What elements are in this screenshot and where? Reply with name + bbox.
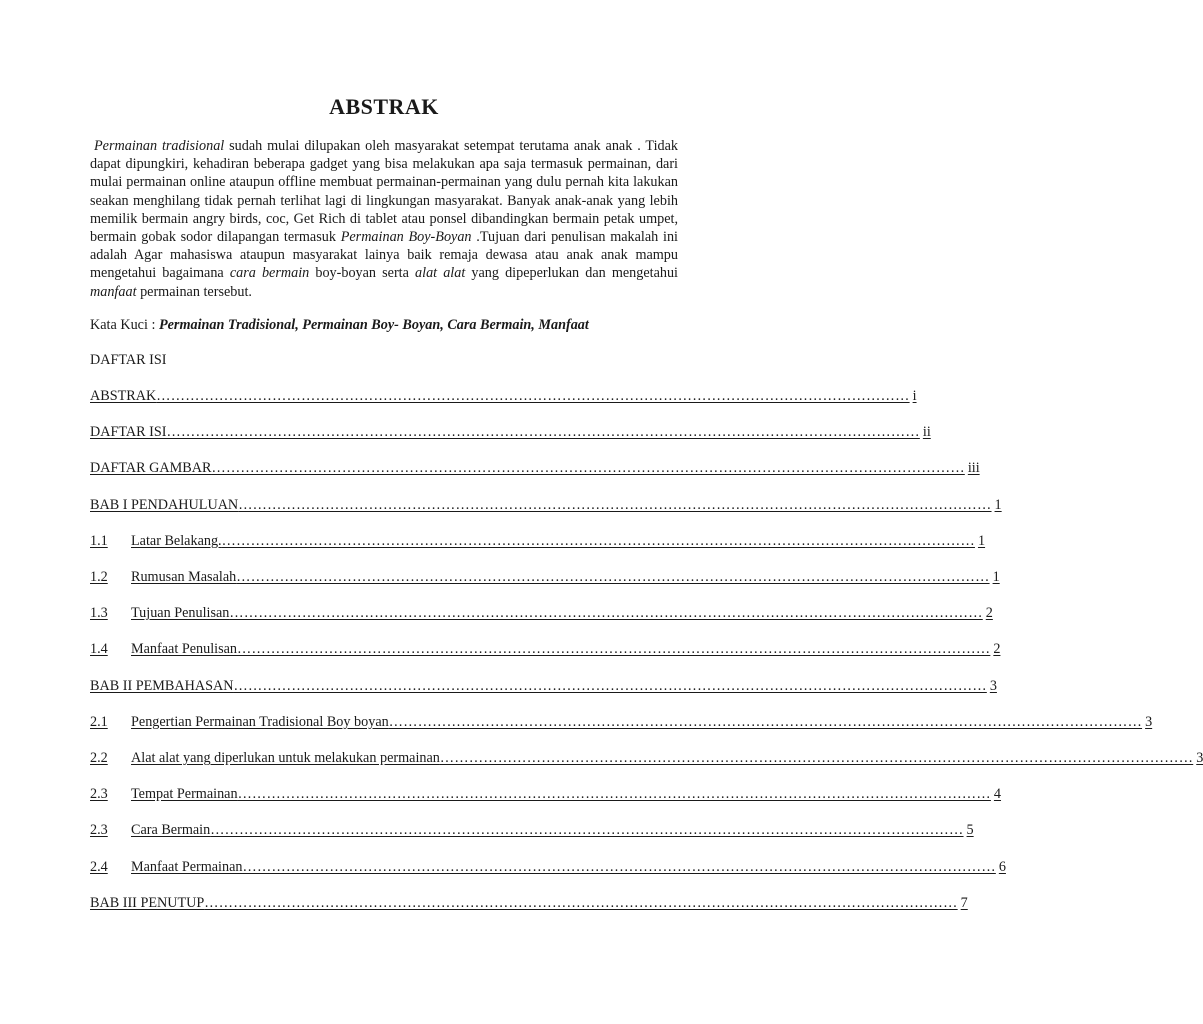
toc-entry-label: Latar Belakang. (131, 532, 222, 549)
toc-entry-label: Manfaat Permainan (131, 858, 243, 875)
abstract-paragraph (90, 137, 678, 301)
toc-entry-label: Alat alat yang diperlukan untuk melakukan permainan (131, 750, 440, 766)
toc-entry[interactable] (90, 750, 1203, 768)
toc-entry-page: ii (922, 424, 931, 441)
abstract-text-1: sudah mulai dilupakan oleh masyarakat setempat terutama anak anak . Tidak dapat dipungkiri, kehadiran beberapa gadget yang bisa melakukan apa saja termasuk permainan, dari mulai permainan online ataupun offline membuat permainan-permainan yang dulu pernah kita lakukan seakan menghilang tidak pernah terlihat lagi di lingkungan masyarakat. Banyak anak-anak yang lebih memilik bermain angry birds, coc, Get Rich di tablet atau ponsel dibandingkan bermain petak umpet, bermain gobak sodor dilapangan termasuk (90, 138, 678, 246)
toc-entry-page: 2 (993, 641, 1001, 658)
toc-entry[interactable] (90, 858, 1006, 877)
toc-entry[interactable] (90, 786, 1002, 804)
toc-entry-number: 2.1 (90, 713, 108, 730)
keywords-line (90, 317, 690, 334)
abstract-text-2: .Tujuan dari penulisan makalah ini adalah Agar mahasiswa ataupun masyarakat lainya baik remaja dewasa atau anak anak mampu mengetahui bagaimana (90, 229, 678, 282)
toc-entry-label: Manfaat Penulisan (131, 641, 237, 658)
abstract-italic-2: Permainan Boy-Boyan (340, 229, 472, 246)
toc-entry-number: 2.2 (90, 750, 108, 766)
toc-entry[interactable] (90, 569, 1000, 587)
toc-entry-label: BAB I PENDAHULUAN (90, 496, 239, 513)
toc-entry-page: 5 (966, 822, 974, 839)
toc-entry-label: Cara Bermain (131, 822, 211, 839)
keywords-value: Permainan Tradisional, Permainan Boy- Boyan, Cara Bermain, Manfaat (158, 317, 589, 333)
toc-entry-page: 6 (998, 858, 1006, 875)
keywords-label: Kata Kuci : (90, 317, 159, 333)
toc-entry[interactable] (90, 605, 993, 623)
toc-entry[interactable] (90, 532, 986, 551)
toc-entry-number: 2.3 (90, 822, 108, 839)
toc-dot-leader: ………………………………………………………………………………………………………………………………………… (439, 750, 1194, 766)
toc-entry-number: 1.1 (90, 532, 108, 549)
toc-dot-leader: ………………………………………………………………………………………………………………………………………… (204, 894, 958, 911)
toc-entry-label: Rumusan Masalah (131, 569, 237, 585)
toc-entry[interactable] (90, 713, 1153, 732)
toc-dot-leader: ………………………………………………………………………………………………………………………………………… (236, 569, 990, 585)
abstract-text-3: boy-boyan serta (309, 265, 416, 282)
toc-heading: DAFTAR ISI (90, 352, 167, 368)
toc-entry[interactable] (90, 822, 974, 840)
abstract-text-5: permainan tersebut. (136, 283, 252, 300)
toc-entry-number: 1.2 (90, 569, 108, 585)
toc-dot-leader: ………………………………………………………………………………………………………………………………………… (166, 424, 920, 441)
toc-entry-number: 2.3 (90, 786, 108, 803)
toc-entry-page: 3 (1145, 713, 1153, 730)
toc-dot-leader: ………………………………………………………………………………………………………………………………………… (233, 677, 987, 694)
toc-dot-leader: ………………………………………………………………………………………………………………………………………… (156, 388, 910, 404)
toc-entry-page: 3 (989, 677, 997, 694)
toc-entry-page: 7 (960, 894, 968, 911)
toc-dot-leader: ………………………………………………………………………………………………………………………………………… (388, 713, 1143, 730)
toc-dot-leader: ………………………………………………………………………………………………………………………………………… (238, 496, 992, 513)
toc-entry-page: 4 (993, 786, 1002, 803)
abstract-italic-5: manfaat (90, 283, 137, 300)
toc-entry-label: DAFTAR GAMBAR (90, 460, 212, 477)
toc-dot-leader: ………………………………………………………………………………………………………………………………………… (210, 822, 964, 839)
toc-entry[interactable] (90, 677, 997, 696)
toc-entry[interactable] (90, 424, 931, 442)
toc-dot-leader: ………………………………………………………………………………………………………………………………………… (237, 786, 991, 803)
toc-entry-label: BAB II PEMBAHASAN (90, 677, 234, 694)
toc-entry-label: DAFTAR ISI (90, 424, 167, 441)
abstract-italic-3: cara bermain (229, 265, 310, 282)
toc-entry-label: Pengertian Permainan Tradisional Boy boyan (131, 713, 389, 730)
toc-entry-page: iii (967, 460, 980, 477)
toc-entry-page: 2 (985, 605, 993, 622)
toc-entry-label: ABSTRAK (90, 388, 157, 404)
toc-entry[interactable] (90, 388, 917, 406)
toc-entry-label: Tujuan Penulisan (131, 605, 230, 622)
abstract-text-4: yang dipeperlukan dan mengetahui (465, 265, 679, 282)
abstract-italic-4: alat alat (415, 265, 466, 282)
toc-dot-leader: ………………………………………………………………………………………………………………………………………… (221, 532, 975, 549)
toc-dot-leader: ………………………………………………………………………………………………………………………………………… (229, 605, 983, 622)
toc-entry-page: 1 (992, 569, 1000, 585)
toc-entry[interactable] (90, 460, 980, 478)
toc-entry-page: 1 (977, 532, 986, 549)
page-title: ABSTRAK (329, 94, 439, 119)
toc-entry[interactable] (90, 641, 1001, 659)
toc-entry[interactable] (90, 496, 1002, 515)
toc-entry-page: 1 (994, 496, 1002, 513)
toc-dot-leader: ………………………………………………………………………………………………………………………………………… (242, 858, 996, 875)
toc-entry-number: 1.4 (90, 641, 108, 658)
toc-dot-leader: ………………………………………………………………………………………………………………………………………… (236, 641, 991, 658)
toc-entry-number: 2.4 (90, 858, 108, 875)
toc-entry-label: Tempat Permainan (131, 786, 238, 803)
toc-entry-page: i (912, 388, 917, 404)
abstract-italic-1: Permainan tradisional (94, 138, 225, 154)
toc-dot-leader: ………………………………………………………………………………………………………………………………………… (211, 460, 965, 477)
toc-entry-number: 1.3 (90, 605, 108, 622)
toc-entry-page: 3 (1196, 750, 1203, 766)
toc-entry-label: BAB III PENUTUP (90, 894, 205, 911)
toc-entry[interactable] (90, 894, 968, 913)
